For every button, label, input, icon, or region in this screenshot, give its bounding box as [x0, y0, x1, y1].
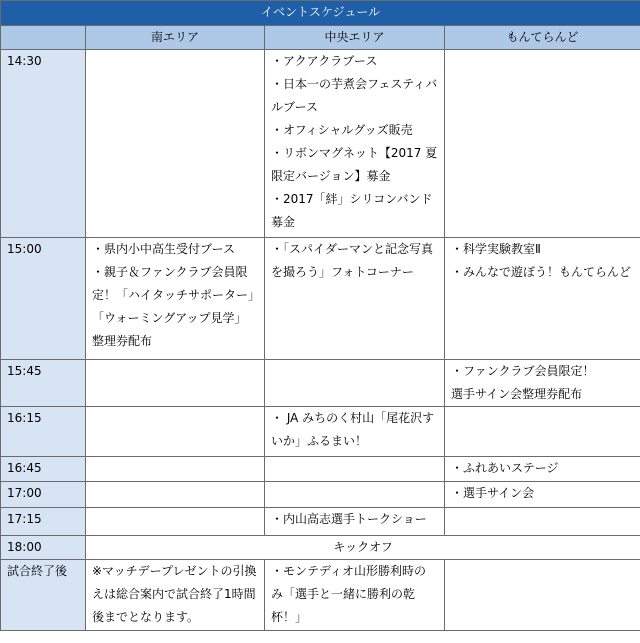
time-cell: 14:30 — [1, 50, 86, 238]
south-area-cell — [86, 560, 265, 631]
column-header-central-area: 中央エリア — [265, 26, 445, 50]
time-cell: 16:15 — [1, 407, 86, 457]
event-item: ・みんなで遊ぼう！もんてらんど — [451, 265, 632, 279]
monteland-cell — [445, 360, 640, 407]
central-area-cell — [265, 360, 445, 407]
central-area-cell — [265, 50, 445, 238]
table-row — [1, 238, 640, 360]
event-item: 選手サイン会整理券配布 — [451, 387, 583, 401]
time-cell: 17:15 — [1, 508, 86, 536]
event-item: ・選手サイン会 — [451, 486, 535, 500]
time-cell: 18:00 — [1, 536, 86, 560]
south-area-cell — [86, 407, 265, 457]
event-item: ・ JA みちのく村山「尾花沢すいか」ふるまい！ — [271, 411, 435, 448]
event-item: ・科学実験教室Ⅱ — [451, 242, 541, 256]
south-area-cell — [86, 238, 265, 360]
monteland-cell — [445, 482, 640, 508]
south-area-cell — [86, 50, 265, 238]
event-item: ・オフィシャルグッズ販売 — [271, 123, 413, 137]
event-item: ・日本一の芋煮会フェスティバルブース — [271, 77, 438, 114]
monteland-cell — [445, 457, 640, 482]
column-header-south-area: 南エリア — [86, 26, 265, 50]
monteland-cell — [445, 407, 640, 457]
table-row — [1, 508, 640, 536]
south-area-cell — [86, 482, 265, 508]
south-area-cell — [86, 508, 265, 536]
table-row — [1, 457, 640, 482]
time-cell: 15:45 — [1, 360, 86, 407]
kickoff-label: キックオフ — [86, 536, 640, 560]
column-header-monteland: もんてらんど — [445, 26, 640, 50]
monteland-cell — [445, 50, 640, 238]
after-match-row — [1, 560, 640, 631]
central-area-cell — [265, 560, 445, 631]
event-item: ・モンテディオ山形勝利時のみ「選手と一緒に勝利の乾杯！」 — [271, 564, 427, 624]
south-area-cell — [86, 360, 265, 407]
central-area-cell — [265, 238, 445, 360]
schedule-title: イベントスケジュール — [1, 1, 640, 26]
notice-text: ※マッチデープレゼントの引換えは総合案内で試合終了1時間後までとなります。 — [92, 564, 257, 624]
monteland-cell — [445, 238, 640, 360]
central-area-cell — [265, 457, 445, 482]
event-item: ・県内小中高生受付ブース — [92, 242, 236, 256]
time-cell: 15:00 — [1, 238, 86, 360]
event-item: ・リボンマグネット【2017 夏限定バージョン】募金 — [271, 146, 438, 183]
event-item: ・内山高志選手トークショー — [271, 512, 427, 526]
time-cell: 16:45 — [1, 457, 86, 482]
time-cell: 17:00 — [1, 482, 86, 508]
table-row — [1, 360, 640, 407]
event-item: ・親子＆ファンクラブ会員限定！「ハイタッチサポーター」「ウォーミングアップ見学」整理券配布 — [92, 265, 255, 348]
event-item: ・「スパイダーマンと記念写真を撮ろう」フォトコーナー — [271, 242, 434, 279]
event-item: ・アクアクラブース — [271, 54, 378, 68]
event-item: ・2017「絆」シリコンバンド募金 — [271, 192, 433, 229]
table-row — [1, 50, 640, 238]
kickoff-row — [1, 536, 640, 560]
column-header-row — [1, 26, 640, 50]
monteland-cell — [445, 560, 640, 631]
central-area-cell — [265, 482, 445, 508]
event-item: ・ふれあいステージ — [451, 461, 559, 475]
monteland-cell — [445, 508, 640, 536]
central-area-cell — [265, 508, 445, 536]
time-cell: 試合終了後 — [1, 560, 86, 631]
south-area-cell — [86, 457, 265, 482]
event-item: ・ファンクラブ会員限定！ — [451, 364, 595, 378]
table-row — [1, 407, 640, 457]
central-area-cell — [265, 407, 445, 457]
table-row — [1, 482, 640, 508]
column-header-time — [1, 26, 86, 50]
title-row — [1, 1, 640, 26]
